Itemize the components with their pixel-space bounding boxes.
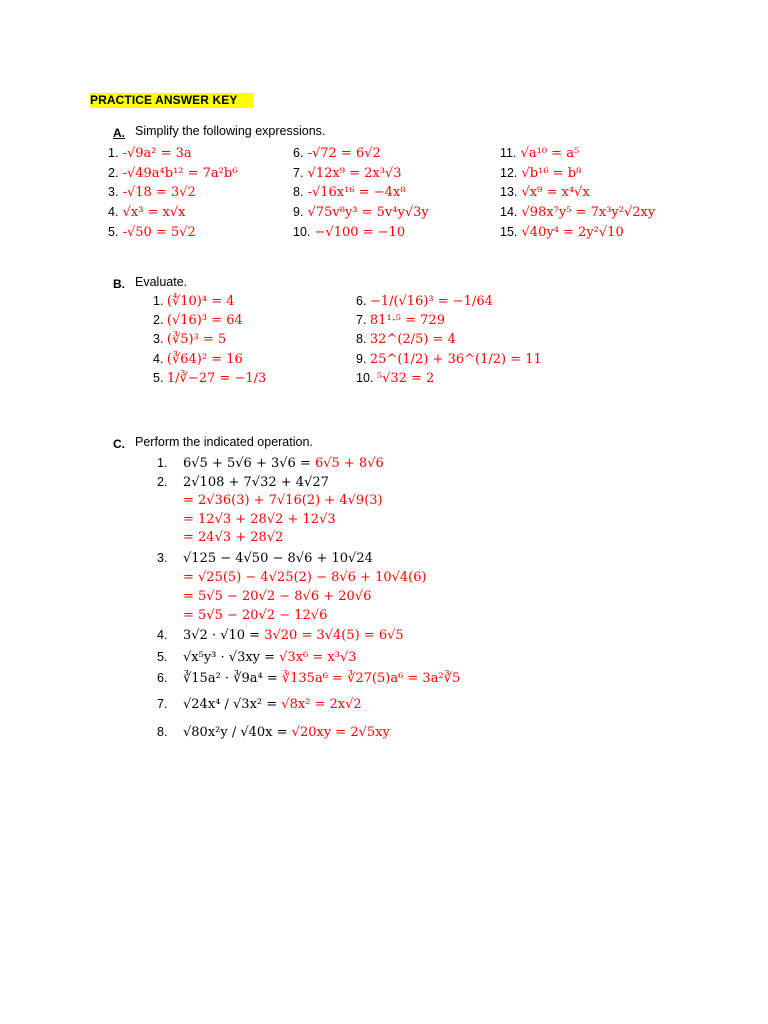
item-answer: 25^(1/2) + 36^(1/2) = 11	[369, 351, 542, 367]
item-number: 10.	[356, 370, 377, 385]
item-answer: −1/(√16)³ = −1/64	[369, 294, 493, 309]
item-number: 7.	[157, 697, 168, 711]
item-number: 12.	[500, 165, 518, 180]
item-problem: -√	[118, 146, 136, 161]
item-answer: (√16)³ = 64	[166, 313, 243, 329]
section-c-instruction: Perform the indicated operation.	[135, 435, 313, 449]
item-answer: √3x⁶ = x³√3	[279, 650, 357, 665]
item-problem: √	[118, 205, 131, 221]
section-b-item	[153, 293, 235, 310]
section-a-item	[500, 184, 590, 201]
item-number: 2.	[108, 165, 119, 180]
item-number: 1.	[153, 294, 167, 308]
item-answer: 3√20 = 3√4(5) = 6√5	[264, 628, 404, 643]
item-answer: 49a⁴b¹² = 7a²b⁶	[135, 165, 238, 181]
item-number: 5.	[157, 650, 168, 664]
section-a-letter: A.	[113, 126, 125, 140]
section-a-item	[293, 145, 381, 162]
item-number: 13.	[500, 185, 518, 200]
item-number: 5.	[108, 224, 119, 239]
item-answer: √75v⁸y³ = 5v⁴y√3y	[303, 205, 429, 221]
item-answer: −√100 = −10	[310, 224, 406, 240]
item-answer: (∛64)² = 16	[166, 351, 243, 367]
section-a-item	[293, 204, 429, 221]
section-a-item	[500, 204, 655, 221]
section-a-item	[500, 165, 581, 182]
item-number: 5.	[153, 370, 167, 385]
item-problem: ∛15a² · ∛9a⁴ =	[183, 671, 282, 686]
item-answer: 9a² = 3a	[135, 146, 192, 161]
item-number: 10.	[293, 224, 311, 239]
item-answer: 32^(2/5) = 4	[369, 332, 456, 348]
item-number: 7.	[293, 165, 304, 180]
item-number: 8.	[157, 725, 168, 739]
item-answer: = 2√36(3) + 7√16(2) + 4√9(3)	[183, 493, 383, 508]
item-problem: √x⁵y³ · √3xy =	[183, 650, 280, 665]
item-problem: -√	[118, 185, 136, 201]
item-number: 2.	[157, 475, 168, 489]
section-b-item	[153, 312, 243, 329]
section-a-item	[293, 184, 405, 201]
section-c-letter: C.	[113, 437, 125, 451]
item-answer: √20xy = 2√5xy	[291, 725, 390, 740]
section-a-item	[108, 145, 192, 162]
item-number: 3.	[108, 185, 119, 200]
section-a-item	[108, 165, 237, 182]
item-number: 6.	[157, 671, 168, 685]
item-problem: 3√2 · √10 =	[183, 628, 265, 643]
section-c-item	[157, 512, 336, 528]
section-b-item	[356, 370, 434, 387]
item-number: 15.	[500, 224, 518, 239]
item-answer: √12x⁹ = 2x³√3	[303, 165, 402, 181]
item-answer: √x⁹ = x⁴√x	[517, 185, 590, 201]
section-c-item	[157, 589, 371, 605]
item-problem: √125 − 4√50 − 8√6 + 10√24	[183, 551, 373, 566]
section-b-item	[153, 351, 243, 368]
item-number: 6.	[356, 294, 370, 308]
item-number: 1.	[108, 146, 119, 160]
section-c-item	[157, 493, 383, 509]
section-c-item	[157, 627, 404, 644]
item-answer: x³ = x√x	[130, 205, 186, 221]
section-a-item	[293, 165, 401, 182]
item-problem: -√	[118, 224, 136, 240]
item-answer: 1/∛−27 = −1/3	[166, 370, 267, 386]
item-answer: 50 = 5√2	[135, 224, 196, 240]
item-answer: √b¹⁶ = b⁸	[517, 165, 582, 181]
section-a-item	[293, 224, 405, 241]
section-c-item	[157, 608, 327, 624]
section-a-item	[108, 204, 186, 221]
section-c-item	[157, 570, 427, 586]
section-c-item	[157, 670, 460, 687]
item-answer: = 5√5 − 20√2 − 8√6 + 20√6	[183, 589, 372, 604]
section-c-item	[157, 455, 384, 472]
item-answer: √a¹⁰ = a⁵	[516, 146, 580, 161]
item-number: 4.	[153, 351, 167, 366]
section-c-item	[157, 696, 362, 713]
item-problem: √24x⁴ / √3x² =	[183, 697, 282, 712]
item-number: 8.	[356, 332, 370, 347]
section-b-item	[356, 351, 542, 368]
item-answer: 6√5 + 8√6	[314, 456, 384, 471]
item-answer: -√72 = 6√2	[303, 146, 381, 161]
item-problem: -√	[118, 165, 136, 181]
section-b-item	[356, 312, 445, 329]
item-number: 1.	[157, 456, 168, 470]
section-a-item	[500, 224, 624, 241]
section-b-instruction: Evaluate.	[135, 275, 188, 289]
item-answer: 81¹·⁵ = 729	[369, 313, 445, 329]
item-answer: 18 = 3√2	[135, 185, 196, 201]
section-c-item	[157, 550, 373, 567]
section-c-item	[157, 530, 283, 546]
item-number: 7.	[356, 313, 370, 328]
item-number: 4.	[157, 628, 168, 642]
item-number: 9.	[293, 205, 304, 220]
item-answer: √8x² = 2x√2	[281, 697, 362, 712]
item-problem: √80x²y / √40x =	[183, 725, 292, 740]
item-number: 3.	[157, 551, 168, 565]
item-answer: = 12√3 + 28√2 + 12√3	[183, 512, 336, 527]
section-a-instruction: Simplify the following expressions.	[135, 124, 326, 138]
item-answer: -√16x¹⁶ = −4x⁸	[303, 185, 406, 201]
item-number: 8.	[293, 185, 304, 200]
section-b-item	[153, 331, 226, 348]
item-number: 11.	[500, 146, 517, 160]
section-c-item	[157, 649, 357, 666]
item-problem: 2√108 + 7√32 + 4√27	[183, 475, 329, 490]
item-number: 9.	[356, 351, 370, 366]
item-answer: (∛5)³ = 5	[166, 332, 227, 348]
item-answer: = 24√3 + 28√2	[183, 530, 284, 545]
item-answer: ⁵√32 = 2	[376, 370, 435, 386]
section-a-item	[500, 145, 579, 162]
item-answer: √98x⁷y⁵ = 7x³y²√2xy	[517, 205, 656, 221]
item-number: 14.	[500, 205, 518, 220]
section-b-letter: B.	[113, 277, 125, 291]
item-answer: √40y⁴ = 2y²√10	[517, 224, 624, 240]
section-c-item	[157, 724, 390, 741]
item-answer: (∜10)⁴ = 4	[166, 294, 235, 309]
item-number: 3.	[153, 332, 167, 347]
section-a-item	[108, 184, 196, 201]
section-a-item	[108, 224, 196, 241]
item-answer: = √25(5) − 4√25(2) − 8√6 + 10√4(6)	[183, 570, 427, 585]
section-b-item	[356, 293, 493, 310]
item-problem: 6√5 + 5√6 + 3√6 =	[183, 456, 315, 471]
item-number: 2.	[153, 313, 167, 328]
item-answer: = 5√5 − 20√2 − 12√6	[183, 608, 328, 623]
section-c-item	[157, 474, 329, 491]
item-number: 4.	[108, 205, 119, 220]
section-b-item	[356, 331, 456, 348]
page-title: PRACTICE ANSWER KEY	[90, 93, 253, 108]
section-b-item	[153, 370, 266, 387]
item-answer: ∛135a⁶ = ∛27(5)a⁶ = 3a²∛5	[281, 671, 461, 686]
item-number: 6.	[293, 146, 304, 160]
